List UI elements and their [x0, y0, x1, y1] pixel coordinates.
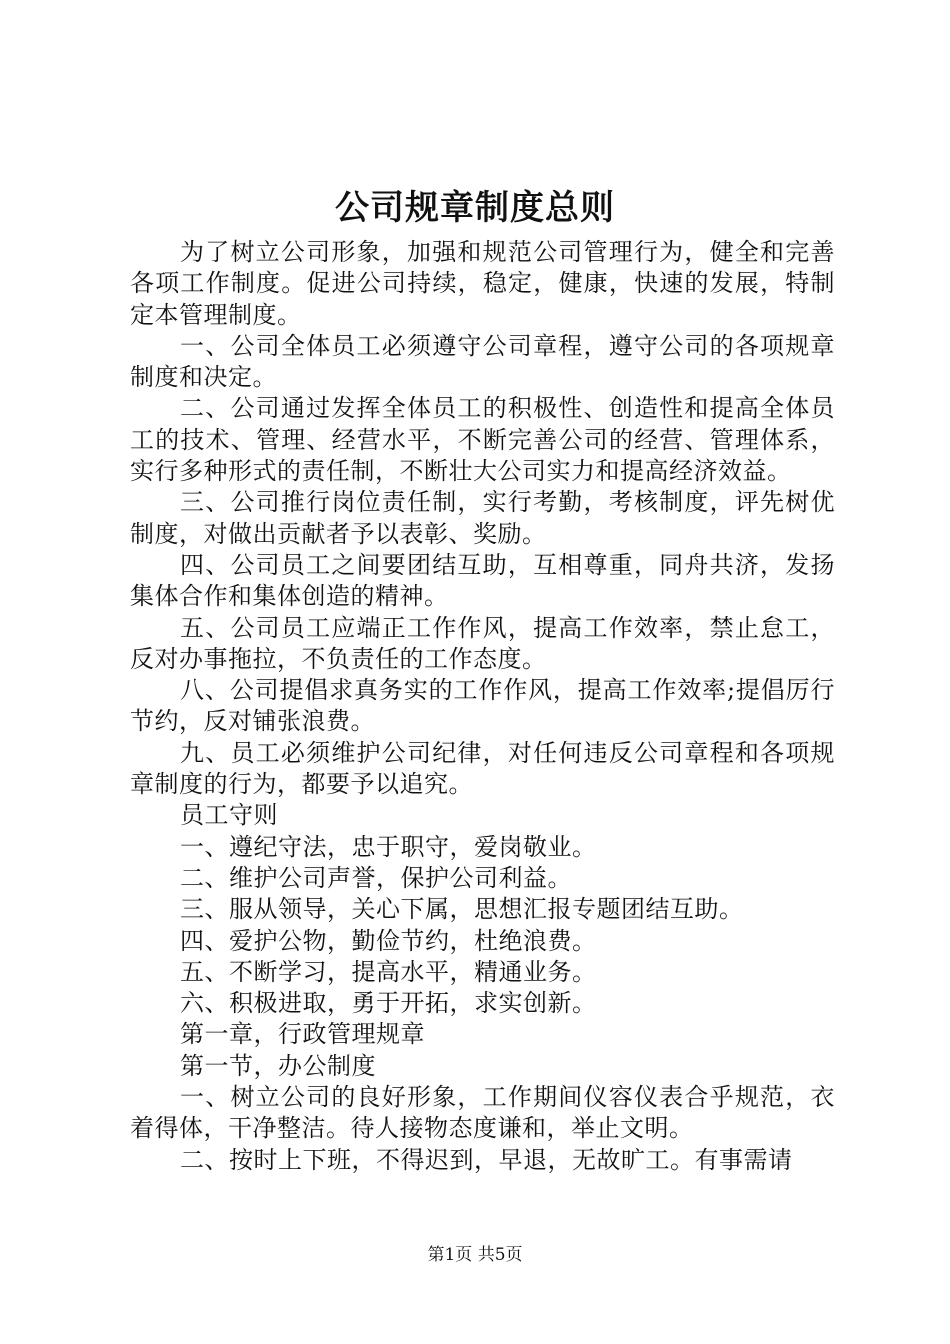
paragraph-rule-2: 二、公司通过发挥全体员工的积极性、创造性和提高全体员工的技术、管理、经营水平，不断完善公司的经营、管理体系，实行多种形式的责任制，不断壮大公司实力和提高经济效益。 [130, 394, 835, 486]
document-body [130, 237, 835, 1176]
section-heading-employee-code: 员工守则 [180, 801, 278, 830]
chapter-heading-1: 第一章，行政管理规章 [180, 1020, 425, 1049]
code-item-2: 二、维护公司声誉，保护公司利益。 [180, 863, 572, 892]
code-item-5: 五、不断学习，提高水平，精通业务。 [180, 957, 597, 986]
section-heading-1: 第一节，办公制度 [180, 1051, 376, 1080]
paragraph-rule-8: 八、公司提倡求真务实的工作作风，提高工作效率;提倡厉行节约，反对铺张浪费。 [130, 676, 835, 736]
paragraph-rule-1: 一、公司全体员工必须遵守公司章程，遵守公司的各项规章制度和决定。 [130, 331, 835, 392]
code-item-4: 四、爱护公物，勤俭节约，杜绝浪费。 [180, 926, 597, 955]
code-item-6: 六、积极进取，勇于开拓，求实创新。 [180, 989, 597, 1018]
office-rule-1: 一、树立公司的良好形象，工作期间仪容仪表合乎规范，衣着得体，干净整洁。待人接物态度谦和，举止文明。 [130, 1083, 835, 1143]
office-rule-2: 二、按时上下班，不得迟到，早退，无故旷工。有事需请 [180, 1145, 793, 1174]
paragraph-rule-5: 五、公司员工应端正工作作风，提高工作效率，禁止怠工，反对办事拖拉，不负责任的工作态度。 [130, 613, 835, 673]
code-item-3: 三、服从领导，关心下属，思想汇报专题团结互助。 [180, 895, 744, 924]
paragraph-rule-3: 三、公司推行岗位责任制，实行考勤，考核制度，评先树优制度，对做出贡献者予以表彰、奖励。 [130, 488, 835, 548]
code-item-1: 一、遵纪守法，忠于职守，爱岗敬业。 [180, 832, 597, 861]
paragraph-rule-4: 四、公司员工之间要团结互助，互相尊重，同舟共济，发扬集体合作和集体创造的精神。 [130, 550, 835, 611]
paragraph-intro: 为了树立公司形象，加强和规范公司管理行为，健全和完善各项工作制度。促进公司持续，稳定，健康，快速的发展，特制定本管理制度。 [130, 238, 835, 329]
page-number-footer: 第1页 共5页 [427, 1245, 523, 1265]
document-title: 公司规章制度总则 [335, 188, 615, 228]
paragraph-rule-9: 九、员工必须维护公司纪律，对任何违反公司章程和各项规章制度的行为，都要予以追究。 [130, 738, 835, 799]
